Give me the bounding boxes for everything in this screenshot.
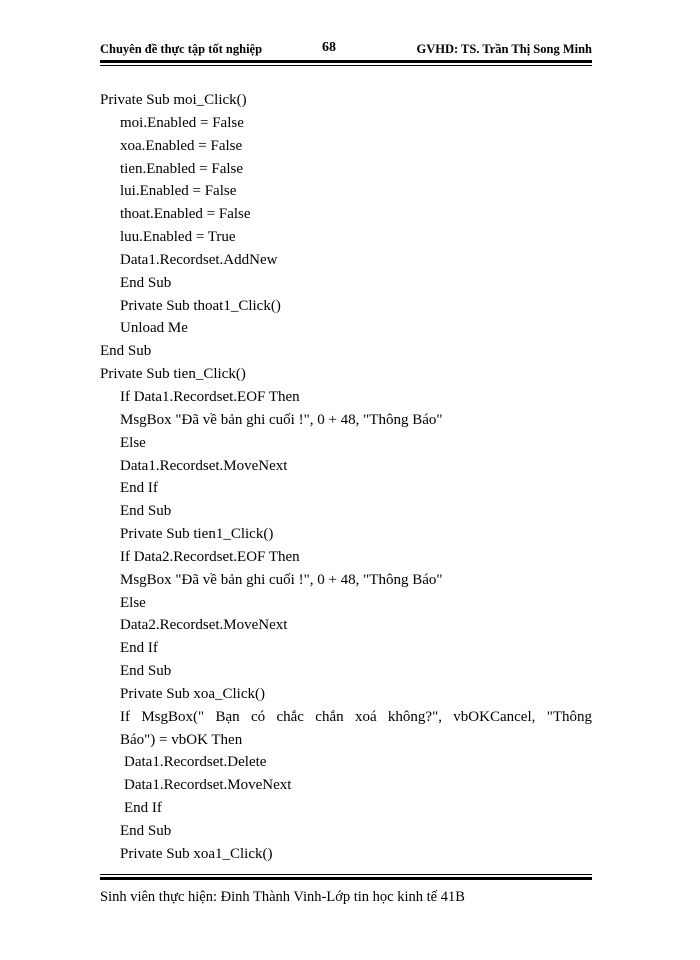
code-line: End Sub [100, 343, 152, 360]
code-line: End If [120, 640, 158, 657]
header-rule-thick [100, 60, 592, 63]
code-line: Private Sub tien_Click() [100, 366, 246, 383]
header-rule-thin [100, 65, 592, 66]
header-supervisor: GVHD: TS. Trần Thị Song Minh [416, 42, 592, 56]
code-line: moi.Enabled = False [120, 114, 244, 131]
code-line: MsgBox "Đã về bản ghi cuối !", 0 + 48, "Thông Báo" [120, 411, 443, 428]
code-line: If MsgBox(" Bạn có chắc chắn xoá không?", vbOKCancel, "Thông [120, 708, 592, 725]
code-line: If Data2.Recordset.EOF Then [120, 548, 300, 565]
code-line: If Data1.Recordset.EOF Then [120, 388, 300, 405]
code-line: End Sub [120, 823, 172, 839]
code-line: luu.Enabled = True [120, 229, 236, 246]
code-line: Data1.Recordset.Delete [124, 754, 267, 771]
page-header [100, 38, 592, 60]
code-line: Data1.Recordset.MoveNext [120, 457, 288, 474]
code-line: Private Sub moi_Click() [100, 92, 247, 108]
code-line: End Sub [120, 274, 172, 291]
code-line: End If [120, 480, 158, 497]
page-footer: Sinh viên thực hiện: Đinh Thành Vinh-Lớp tin học kinh tế 41B [100, 889, 465, 905]
code-line: Else [120, 434, 146, 451]
code-line: Báo") = vbOK Then [120, 731, 243, 748]
code-line: lui.Enabled = False [120, 183, 237, 200]
code-line: Unload Me [120, 320, 188, 337]
code-line: Private Sub tien1_Click() [120, 526, 274, 543]
footer-rule-thick [100, 877, 592, 880]
code-line: End Sub [120, 663, 172, 680]
code-line: Private Sub thoat1_Click() [120, 297, 281, 314]
footer-rule-thin [100, 874, 592, 875]
code-line: End Sub [120, 503, 172, 520]
code-line: Data2.Recordset.MoveNext [120, 617, 288, 634]
code-line: MsgBox "Đã về bản ghi cuối !", 0 + 48, "Thông Báo" [120, 571, 443, 588]
code-line: Data1.Recordset.MoveNext [124, 777, 292, 794]
code-line: Private Sub xoa_Click() [120, 685, 265, 702]
page-number: 68 [322, 40, 336, 55]
code-line: thoat.Enabled = False [120, 206, 251, 223]
header-document-title: Chuyên đề thực tập tốt nghiệp [100, 42, 263, 56]
code-line: End If [124, 800, 162, 817]
code-listing [100, 89, 592, 866]
code-line: xoa.Enabled = False [120, 137, 243, 154]
code-line: Data1.Recordset.AddNew [120, 251, 278, 268]
code-line: Else [120, 594, 146, 611]
code-line: Private Sub xoa1_Click() [120, 845, 273, 862]
code-line: tien.Enabled = False [120, 160, 244, 177]
